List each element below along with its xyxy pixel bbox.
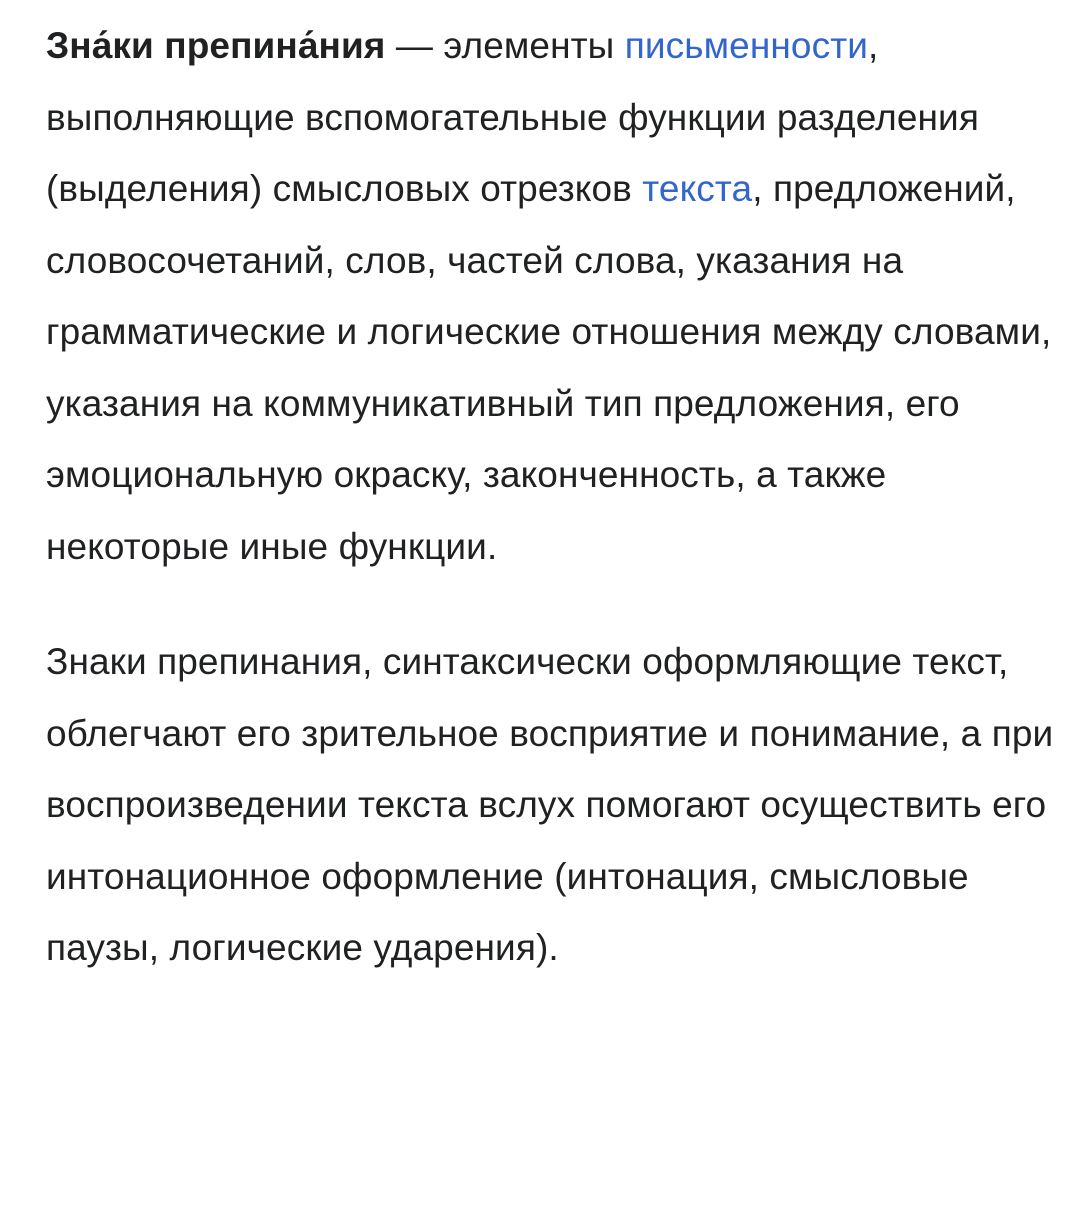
link-writing[interactable]: письменности — [624, 25, 869, 66]
definition-text-b: , предложений, словосочетаний, слов, частей слова, указания на грамматические и логические отношения между словами, указания на коммуникативный тип предложения, его эмоциональную окраску, законченность, а также некоторые иные функции. — [46, 168, 1052, 567]
link-text[interactable]: текста — [642, 168, 753, 209]
paragraph-definition — [46, 10, 1056, 582]
definition-dash-text: — элементы — [385, 25, 625, 66]
article-term: Зна́ки препина́ния — [46, 25, 386, 66]
definition-text-a: , выполняющие вспомогательные функции разделения (выделения) смысловых отрезков — [46, 25, 979, 209]
paragraph-function: Знаки препинания, синтаксически оформляющие текст, облегчают его зрительное восприятие и понимание, а при воспроизведении текста вслух помогают осуществить его интонационное оформление (интонация, смысловые паузы, логические ударения). — [46, 641, 1054, 968]
article-body — [46, 10, 1056, 984]
